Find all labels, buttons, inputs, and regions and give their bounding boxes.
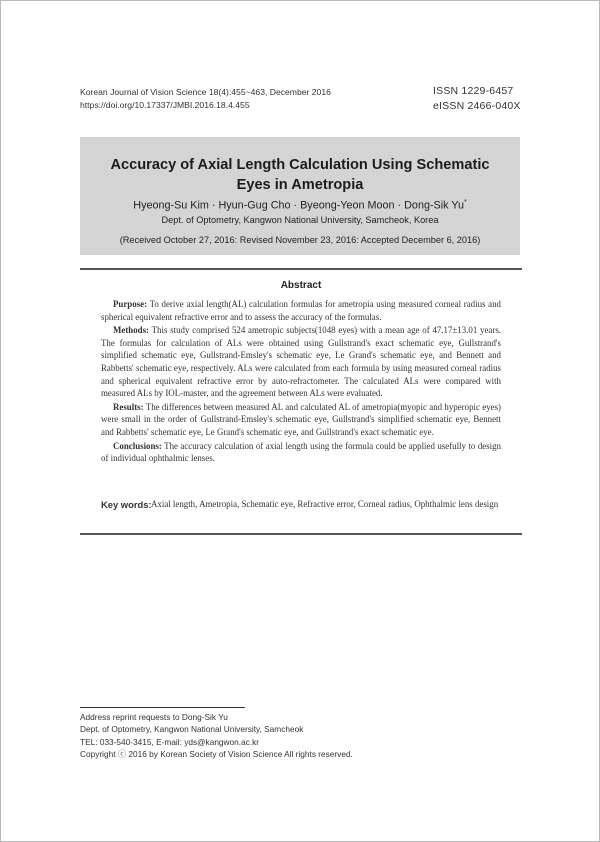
journal-citation: Korean Journal of Vision Science 18(4):455~463, December 2016 [80, 87, 331, 97]
abstract-purpose [101, 298, 501, 323]
footnote-reprint: Address reprint requests to Dong-Sik Yu [80, 712, 228, 722]
methods-label: Methods: [113, 325, 149, 336]
footnote-rule [80, 707, 245, 708]
keywords-text: Axial length, Ametropia, Schematic eye, Refractive error, Corneal radius, Ophthalmic lens design [151, 499, 499, 509]
abstract-top-rule [80, 268, 522, 270]
doi-link[interactable]: https://doi.org/10.17337/JMBI.2016.18.4.455 [80, 100, 250, 110]
conclusions-text: The accuracy calculation of axial length using the formula could be applied usefully to design of individual ophthalmic lenses. [101, 440, 501, 464]
purpose-text: To derive axial length(AL) calculation formulas for ametropia using measured corneal radius and spherical equivalent refractive error and to assess the accuracy of the formulas. [101, 299, 501, 322]
footnote-contact: TEL: 033-540-3415, E-mail: yds@kangwon.ac.kr [80, 736, 260, 747]
footnote [80, 711, 480, 760]
authors [80, 196, 520, 213]
title-line-2: Eyes in Ametropia [236, 177, 364, 193]
methods-text: This study comprised 524 ametropic subjects(1048 eyes) with a mean age of 47.17±13.01 years. The formulas for calculation of ALs were obtained using Gullstrand's exact schematic eye, Gullstrand's simplified schematic eye, Gullstrand-Emsley's schematic eye, Le Grand's schematic eye, and Bennett and Rabbetts' schematic eye, respectively. ALs were calculated from each formula by using measured corneal radius and spherical equivalent refractive error by auto-refractometer. The calculated ALs were compared with measured ALs by IOL-master, and the agreement between ALs were evaluated. [101, 325, 501, 399]
issn-block [433, 84, 521, 114]
conclusions-label: Conclusions: [113, 440, 162, 451]
footnote-dept: Dept. of Optometry, Kangwon National University, Samcheok [80, 724, 304, 735]
received-dates: (Received October 27, 2016: Revised November 23, 2016: Accepted December 6, 2016) [119, 235, 481, 245]
abstract-methods [101, 324, 501, 400]
corresponding-author-mark: * [463, 199, 467, 206]
results-label: Results: [113, 401, 144, 412]
title-box [80, 137, 520, 255]
issn: ISSN 1229-6457 [433, 85, 514, 97]
journal-header [80, 86, 331, 112]
results-text: The differences between measured AL and calculated AL of ametropia(myopic and hyperopic eyes) were small in the order of Gullstrand-Emsley's schematic eye, Gullstrand's simplified schematic eye, Bennett and Rabbetts' schematic eye, Le Grand's schematic eye, and Gullstrand's exact schematic eye. [101, 401, 501, 437]
affiliation: Dept. of Optometry, Kangwon National University, Samcheok, Korea [161, 215, 439, 225]
abstract-results [101, 401, 501, 439]
abstract-bottom-rule [80, 533, 522, 535]
footnote-copyright: Copyright ⓒ 2016 by Korean Society of Vision Science All rights reserved. [80, 748, 353, 759]
abstract-conclusions [101, 440, 501, 465]
abstract-heading: Abstract [280, 280, 322, 291]
eissn: eISSN 2466-040X [433, 100, 521, 112]
keywords-label: Key words: [101, 499, 152, 510]
paper-title [80, 155, 520, 195]
title-line-1: Accuracy of Axial Length Calculation Using Schematic [110, 157, 490, 173]
purpose-label: Purpose: [113, 299, 148, 309]
abstract-body [101, 298, 501, 466]
author-names: Hyeong-Su Kim · Hyun-Gug Cho · Byeong-Yeon Moon · Dong-Sik Yu [133, 199, 464, 212]
